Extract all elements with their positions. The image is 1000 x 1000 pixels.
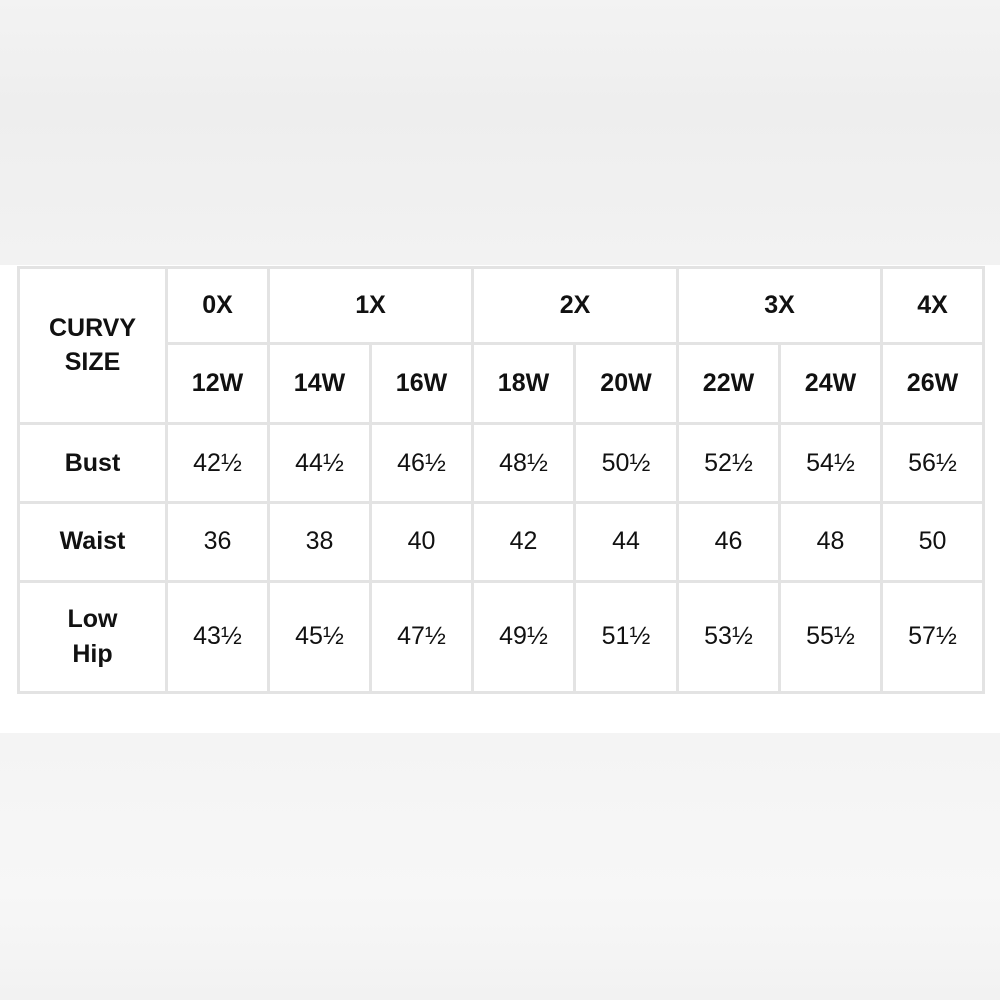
waist-value-24w: 48 — [781, 504, 883, 582]
row-label-line: Waist — [59, 527, 126, 556]
group-header-4x: 4X — [883, 266, 985, 345]
low-hip-value-20w: 51½ — [576, 583, 679, 694]
row-label-line: Low — [67, 604, 118, 633]
row-label-line: Hip — [72, 639, 113, 668]
size-chart-table — [17, 266, 985, 694]
waist-value-26w: 50 — [883, 504, 985, 582]
bust-value-24w: 54½ — [781, 425, 883, 504]
low-hip-value-24w: 55½ — [781, 583, 883, 694]
size-header-24w: 24W — [781, 345, 883, 424]
waist-value-16w: 40 — [372, 504, 474, 582]
waist-value-12w: 36 — [168, 504, 270, 582]
low-hip-value-14w: 45½ — [270, 583, 372, 694]
bust-value-14w: 44½ — [270, 425, 372, 504]
low-hip-value-22w: 53½ — [679, 583, 781, 694]
size-header-16w: 16W — [372, 345, 474, 424]
bust-value-20w: 50½ — [576, 425, 679, 504]
row-label-waist — [17, 504, 168, 582]
group-header-3x: 3X — [679, 266, 883, 345]
waist-value-14w: 38 — [270, 504, 372, 582]
table-row-bust — [17, 425, 985, 504]
corner-label-line-2: SIZE — [64, 348, 121, 377]
size-header-26w: 26W — [883, 345, 985, 424]
table-row-low-hip — [17, 583, 985, 694]
background-top — [0, 0, 1000, 265]
background-bottom — [0, 733, 1000, 1000]
corner-label-line-1: CURVY — [48, 314, 137, 343]
group-header-0x: 0X — [168, 266, 270, 345]
table-row-waist — [17, 504, 985, 582]
group-header-2x: 2X — [474, 266, 679, 345]
bust-value-26w: 56½ — [883, 425, 985, 504]
bust-value-22w: 52½ — [679, 425, 781, 504]
row-label-line: Bust — [64, 448, 121, 477]
corner-header-cell — [17, 266, 168, 425]
bust-value-16w: 46½ — [372, 425, 474, 504]
bust-value-12w: 42½ — [168, 425, 270, 504]
group-header-1x: 1X — [270, 266, 474, 345]
size-header-22w: 22W — [679, 345, 781, 424]
size-header-18w: 18W — [474, 345, 576, 424]
waist-value-20w: 44 — [576, 504, 679, 582]
row-label-bust — [17, 425, 168, 504]
low-hip-value-18w: 49½ — [474, 583, 576, 694]
bust-value-18w: 48½ — [474, 425, 576, 504]
size-header-12w: 12W — [168, 345, 270, 424]
low-hip-value-16w: 47½ — [372, 583, 474, 694]
waist-value-18w: 42 — [474, 504, 576, 582]
size-header-20w: 20W — [576, 345, 679, 424]
low-hip-value-12w: 43½ — [168, 583, 270, 694]
waist-value-22w: 46 — [679, 504, 781, 582]
row-label-low-hip — [17, 583, 168, 694]
low-hip-value-26w: 57½ — [883, 583, 985, 694]
group-header-row — [17, 266, 985, 345]
size-header-14w: 14W — [270, 345, 372, 424]
